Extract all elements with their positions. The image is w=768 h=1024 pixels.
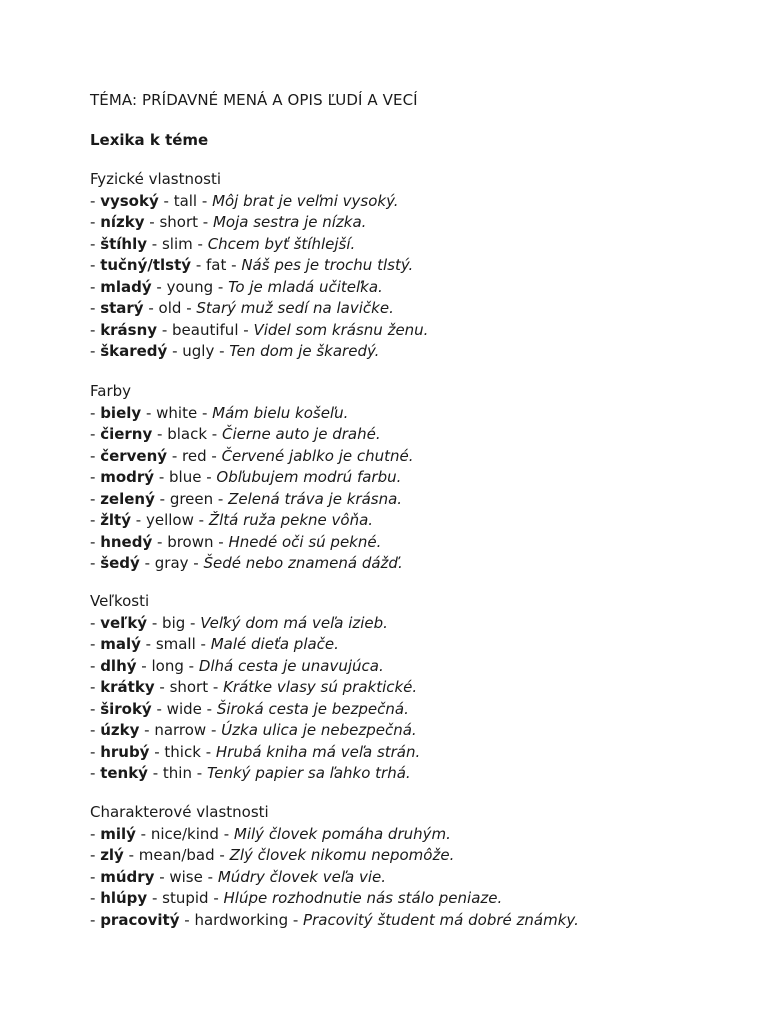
page-title: TÉMA: PRÍDAVNÉ MENÁ A OPIS ĽUDÍ A VECÍ	[90, 91, 418, 109]
vocab-item: - štíhly - slim - Chcem byť štíhlejší.	[90, 234, 356, 253]
vocab-translation: slim	[161, 234, 193, 253]
vocab-item: - dlhý - long - Dlhá cesta je unavujúca.	[90, 656, 384, 675]
section-heading: Fyzické vlastnosti	[90, 170, 222, 188]
vocab-item: - milý - nice/kind - Milý človek pomáha druhým.	[90, 824, 451, 843]
vocab-translation: big	[162, 613, 186, 632]
vocab-word: múdry	[100, 867, 155, 886]
vocab-word: milý	[100, 824, 136, 843]
vocab-list	[90, 824, 579, 932]
vocab-item: - malý - small - Malé dieťa plače.	[90, 635, 339, 653]
vocab-word: nízky	[100, 213, 145, 231]
vocab-translation: mean/bad	[138, 846, 215, 864]
vocab-list	[90, 191, 428, 363]
vocab-item: - krásny - beautiful - Videl som krásnu ženu.	[90, 320, 429, 339]
vocab-item: - tučný/tlstý - fat - Náš pes je trochu tlstý.	[90, 256, 414, 274]
vocab-translation: yellow	[145, 511, 194, 529]
vocab-example: Krátke vlasy sú praktické.	[223, 678, 418, 696]
vocab-example: Hnedé oči sú pekné.	[228, 532, 382, 551]
section-heading: Charakterové vlastnosti	[90, 803, 269, 821]
vocab-example: Môj brat je veľmi vysoký.	[212, 191, 399, 210]
vocab-list	[90, 613, 420, 785]
vocab-translation: beautiful	[172, 320, 239, 339]
vocab-translation: short	[159, 213, 199, 231]
vocab-translation: red	[182, 446, 207, 465]
vocab-word: úzky	[100, 721, 140, 739]
vocab-example: Veľký dom má veľa izieb.	[200, 613, 388, 632]
vocab-example: Starý muž sedí na lavičke.	[196, 299, 394, 317]
vocab-item: - vysoký - tall - Môj brat je veľmi vysoký.	[90, 191, 399, 210]
vocab-example: Tenký papier sa ľahko trhá.	[206, 764, 411, 782]
vocab-word: hnedý	[100, 532, 153, 551]
vocab-translation: thin	[162, 764, 192, 782]
vocab-translation: short	[169, 678, 209, 696]
vocab-item: - šedý - gray - Šedé nebo znamená dážď.	[90, 554, 403, 572]
vocab-example: Čierne auto je drahé.	[221, 425, 381, 443]
vocab-item: - tenký - thin - Tenký papier sa ľahko trhá.	[90, 764, 411, 782]
vocab-item: - hlúpy - stupid - Hlúpe rozhodnutie nás stálo peniaze.	[90, 889, 503, 907]
vocab-item: - zelený - green - Zelená tráva je krásna.	[90, 489, 403, 508]
vocab-example: Milý človek pomáha druhým.	[233, 824, 451, 843]
vocab-example: Žltá ruža pekne vôňa.	[208, 511, 374, 529]
vocab-word: pracovitý	[100, 910, 180, 929]
vocab-item: - hrubý - thick - Hrubá kniha má veľa strán.	[90, 742, 421, 761]
vocab-word: škaredý	[100, 342, 168, 360]
vocab-translation: narrow	[154, 721, 207, 739]
vocab-item: - krátky - short - Krátke vlasy sú praktické.	[90, 678, 418, 696]
vocab-word: hlúpy	[100, 889, 148, 907]
vocab-translation: tall	[173, 191, 198, 210]
vocab-word: modrý	[100, 468, 155, 486]
vocab-word: široký	[100, 699, 152, 718]
vocab-word: krásny	[100, 320, 158, 339]
vocab-example: Chcem byť štíhlejší.	[207, 234, 356, 253]
vocab-example: Videl som krásnu ženu.	[253, 320, 429, 339]
vocab-translation: white	[156, 403, 198, 422]
vocab-word: štíhly	[100, 234, 148, 253]
vocab-word: tučný/tlstý	[100, 256, 192, 274]
vocab-translation: ugly	[182, 342, 215, 360]
vocab-example: Obľubujem modrú farbu.	[216, 468, 402, 486]
vocab-translation: young	[166, 277, 214, 296]
vocab-item: - úzky - narrow - Úzka ulica je nebezpečná.	[90, 721, 417, 739]
vocab-item: - pracovitý - hardworking - Pracovitý študent má dobré známky.	[90, 910, 579, 929]
vocab-item: - veľký - big - Veľký dom má veľa izieb.	[90, 613, 388, 632]
vocab-example: Mám bielu košeľu.	[212, 403, 349, 422]
vocab-item: - modrý - blue - Obľubujem modrú farbu.	[90, 468, 402, 486]
vocab-example: Zlý človek nikomu nepomôže.	[229, 846, 455, 864]
vocab-example: To je mladá učiteľka.	[228, 277, 383, 296]
vocab-example: Červené jablko je chutné.	[221, 446, 414, 465]
vocab-word: zlý	[100, 846, 124, 864]
vocab-translation: gray	[154, 554, 189, 572]
vocab-example: Dlhá cesta je unavujúca.	[198, 656, 384, 675]
vocab-word: čierny	[100, 425, 153, 443]
vocab-word: veľký	[100, 613, 148, 632]
vocab-word: hrubý	[100, 742, 150, 761]
vocab-item: - škaredý - ugly - Ten dom je škaredý.	[90, 342, 380, 360]
section-colors	[90, 381, 414, 575]
section-physical	[90, 169, 428, 363]
vocab-item: - nízky - short - Moja sestra je nízka.	[90, 213, 367, 231]
vocab-example: Pracovitý študent má dobré známky.	[303, 910, 579, 929]
section-heading: Farby	[90, 382, 132, 400]
vocab-word: žltý	[100, 511, 132, 529]
vocab-item: - starý - old - Starý muž sedí na lavičke.	[90, 299, 394, 317]
vocab-item: - široký - wide - Široká cesta je bezpečná.	[90, 699, 409, 718]
vocab-example: Široká cesta je bezpečná.	[216, 699, 409, 718]
vocab-word: červený	[100, 446, 168, 465]
vocab-translation: green	[169, 489, 214, 508]
vocab-example: Hlúpe rozhodnutie nás stálo peniaze.	[223, 889, 503, 907]
vocab-translation: old	[158, 299, 182, 317]
vocab-translation: fat	[206, 256, 227, 274]
vocab-item: - čierny - black - Čierne auto je drahé.	[90, 425, 381, 443]
vocab-example: Zelená tráva je krásna.	[228, 489, 403, 508]
vocab-word: krátky	[100, 678, 155, 696]
vocab-translation: wide	[166, 699, 202, 718]
vocab-translation: wise	[169, 867, 203, 886]
vocab-word: vysoký	[100, 191, 159, 210]
vocab-item: - červený - red - Červené jablko je chutné.	[90, 446, 414, 465]
vocab-item: - biely - white - Mám bielu košeľu.	[90, 403, 349, 422]
vocab-example: Úzka ulica je nebezpečná.	[221, 721, 417, 739]
vocab-item: - hnedý - brown - Hnedé oči sú pekné.	[90, 532, 382, 551]
vocab-example: Hrubá kniha má veľa strán.	[215, 742, 421, 761]
vocab-translation: long	[151, 656, 184, 675]
vocab-word: starý	[100, 299, 144, 317]
vocab-example: Moja sestra je nízka.	[212, 213, 367, 231]
vocab-translation: stupid	[162, 889, 209, 907]
vocab-example: Malé dieťa plače.	[210, 635, 339, 653]
vocab-word: mladý	[100, 277, 152, 296]
vocab-translation: black	[167, 425, 208, 443]
section-heading: Veľkosti	[90, 592, 150, 610]
vocab-item: - zlý - mean/bad - Zlý človek nikomu nepomôže.	[90, 846, 455, 864]
vocab-item: - žltý - yellow - Žltá ruža pekne vôňa.	[90, 511, 374, 529]
vocab-translation: hardworking	[194, 910, 289, 929]
vocab-word: tenký	[100, 764, 148, 782]
vocab-word: šedý	[100, 554, 140, 572]
vocab-example: Múdry človek veľa vie.	[217, 867, 387, 886]
vocab-translation: brown	[167, 532, 214, 551]
vocab-translation: small	[155, 635, 196, 653]
vocab-example: Šedé nebo znamená dážď.	[203, 554, 403, 572]
vocab-word: biely	[100, 403, 142, 422]
vocab-item: - mladý - young - To je mladá učiteľka.	[90, 277, 383, 296]
vocab-translation: nice/kind	[150, 824, 219, 843]
section-sizes	[90, 591, 420, 785]
vocab-example: Ten dom je škaredý.	[229, 342, 380, 360]
vocab-translation: blue	[169, 468, 202, 486]
vocab-item: - múdry - wise - Múdry človek veľa vie.	[90, 867, 387, 886]
vocab-translation: thick	[164, 742, 201, 761]
page-subtitle: Lexika k téme	[90, 131, 209, 149]
vocab-word: dlhý	[100, 656, 137, 675]
vocab-word: malý	[100, 635, 141, 653]
vocab-list	[90, 403, 414, 575]
vocab-example: Náš pes je trochu tlstý.	[241, 256, 414, 274]
section-character	[90, 802, 579, 931]
vocab-word: zelený	[100, 489, 155, 508]
